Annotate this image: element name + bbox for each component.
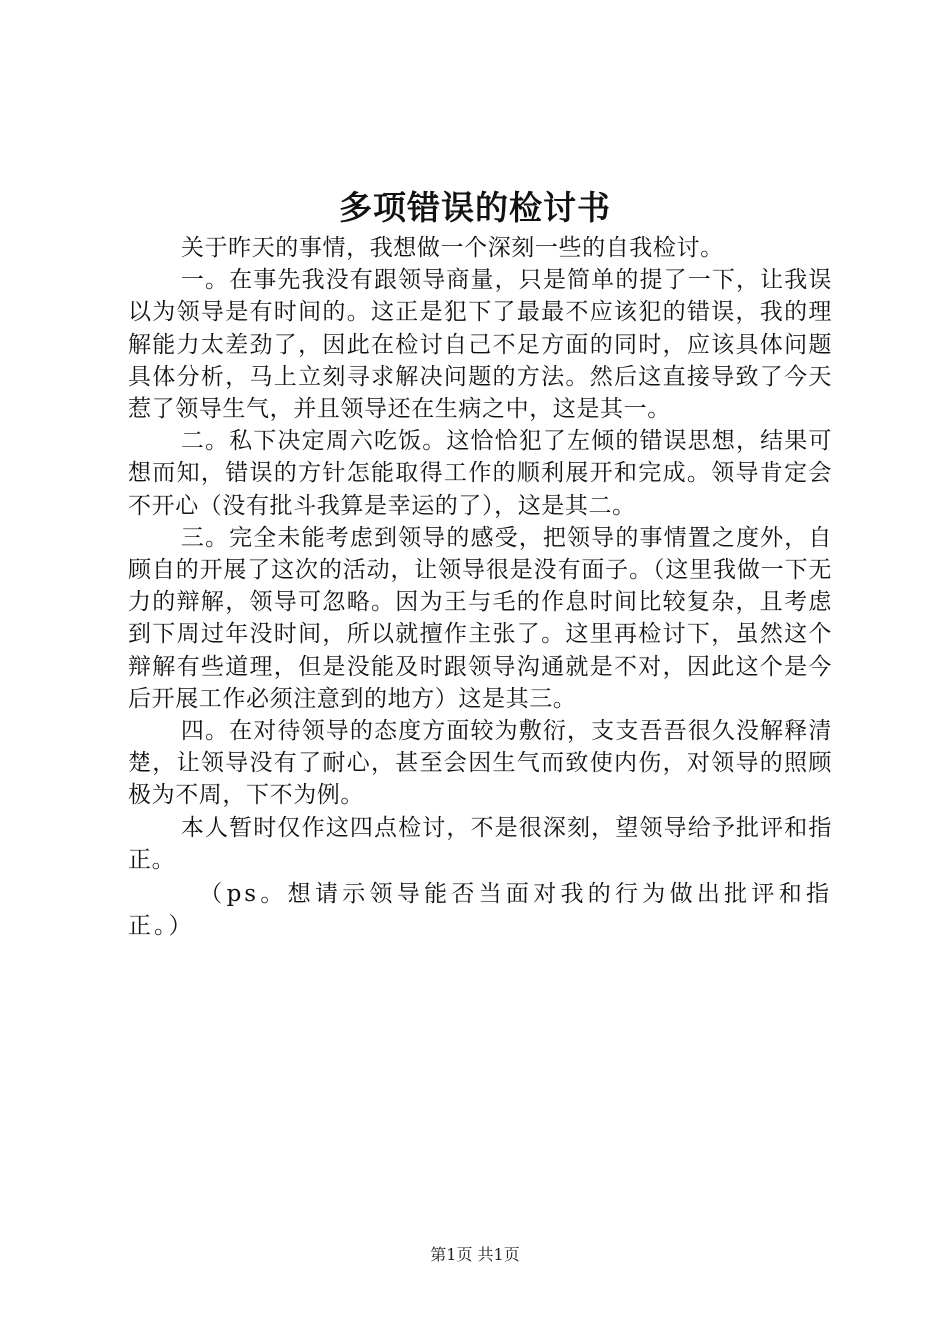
paragraph-point-three: 三。完全未能考虑到领导的感受，把领导的事情置之度外，自顾自的开展了这次的活动，让领导很是没有面子。（这里我做一下无力的辩解，领导可忽略。因为王与毛的作息时间比较复杂，且考虑到下周过年没时间，所以就擅作主张了。这里再检讨下，虽然这个辩解有些道理，但是没能及时跟领导沟通就是不对，因此这个是今后开展工作必须注意到的地方）这是其三。 [128,524,832,712]
paragraph-conclusion: 本人暂时仅作这四点检讨，不是很深刻，望领导给予批评和指正。 [128,814,832,873]
document-body [128,232,832,942]
page-footer: 第1页 共1页 [430,1245,520,1264]
paragraph-point-four: 四。在对待领导的态度方面较为敷衍，支支吾吾很久没解释清楚，让领导没有了耐心，甚至会因生气而致使内伤，对领导的照顾极为不周，下不为例。 [128,718,832,809]
paragraph-point-one: 一。在事先我没有跟领导商量，只是简单的提了一下，让我误以为领导是有时间的。这正是犯下了最最不应该犯的错误，我的理解能力太差劲了，因此在检讨自己不足方面的同时，应该具体问题具体分析，马上立刻寻求解决问题的方法。然后这直接导致了今天惹了领导生气，并且领导还在生病之中，这是其一。 [128,267,832,423]
paragraph-point-two: 二。私下决定周六吃饭。这恰恰犯了左倾的错误思想，结果可想而知，错误的方针怎能取得工作的顺利展开和完成。领导肯定会不开心（没有批斗我算是幸运的了），这是其二。 [128,428,832,519]
document-title: 多项错误的检讨书 [339,188,611,227]
paragraph-intro: 关于昨天的事情，我想做一个深刻一些的自我检讨。 [180,235,724,261]
paragraph-ps-note: （ps。想请示领导能否当面对我的行为做出批评和指正。） [128,881,832,940]
